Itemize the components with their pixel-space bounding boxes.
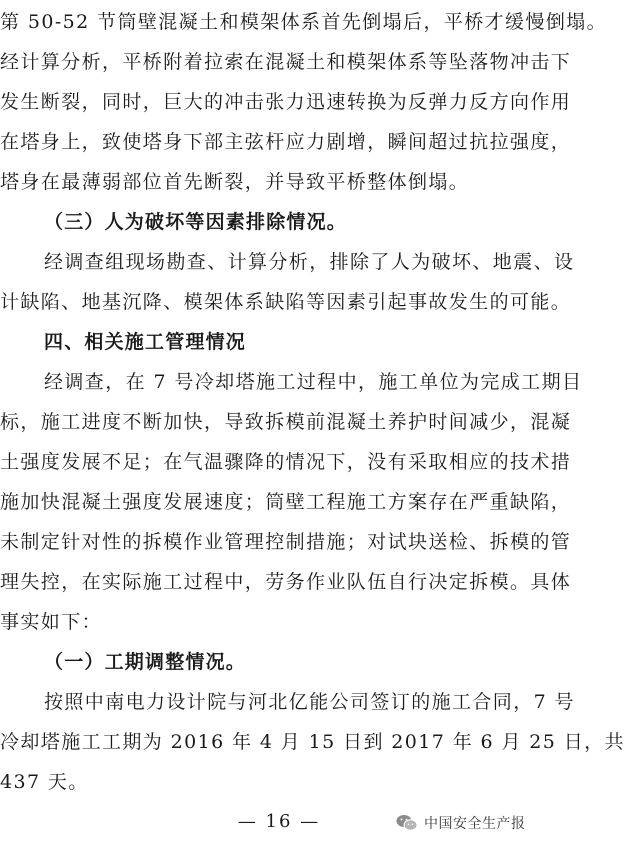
text-line: 437 天。 (0, 771, 89, 793)
text-line: 发生断裂，同时，巨大的冲击张力迅速转换为反弹力反方向作用 (0, 91, 572, 113)
text-line: 未制定针对性的拆模作业管理控制措施；对试块送检、拆模的管 (0, 531, 572, 553)
text-line: 理失控，在实际施工过程中，劳务作业队伍自行决定拆模。具体 (0, 571, 572, 593)
text-line: 塔身在最薄弱部位首先断裂，并导致平桥整体倒塌。 (0, 171, 470, 193)
text-line: 按照中南电力设计院与河北亿能公司签订的施工合同，7 号 (44, 691, 575, 713)
text-line: 标，施工进度不断加快，导致拆模前混凝土养护时间减少，混凝 (0, 411, 572, 433)
text-line: 第 50-52 节筒壁混凝土和模架体系首先倒塌后，平桥才缓慢倒塌。 (0, 11, 608, 33)
section-heading: （一）工期调整情况。 (44, 651, 247, 673)
logo-text: 中国安全生产报 (424, 816, 526, 832)
text-line: 事实如下： (0, 611, 103, 633)
section-heading: 四、相关施工管理情况 (44, 331, 247, 353)
text-line: 施加快混凝土强度发展速度；筒壁工程施工方案存在严重缺陷， (0, 491, 572, 513)
text-line: 经调查，在 7 号冷却塔施工过程中，施工单位为完成工期目 (44, 371, 583, 393)
text-line: 计缺陷、地基沉降、模架体系缺陷等因素引起事故发生的可能。 (0, 291, 572, 313)
page-footer (0, 808, 543, 838)
section-heading: （三）人为破坏等因素排除情况。 (44, 211, 348, 233)
text-line: 经计算分析，平桥附着拉索在混凝土和模架体系等坠落物冲击下 (0, 51, 572, 73)
wechat-icon (396, 814, 418, 832)
text-line: 冷却塔施工工期为 2016 年 4 月 15 日到 2017 年 6 月 25 日，共 (0, 731, 625, 753)
page-number: — 16 — (237, 811, 321, 832)
text-line: 土强度发展不足；在气温骤降的情况下，没有采取相应的技术措 (0, 451, 572, 473)
text-line: 在塔身上，致使塔身下部主弦杆应力剧增，瞬间超过抗拉强度， (0, 131, 572, 153)
text-line: 经调查组现场勘查、计算分析，排除了人为破坏、地震、设 (44, 251, 575, 273)
watermark-logo (396, 810, 526, 836)
